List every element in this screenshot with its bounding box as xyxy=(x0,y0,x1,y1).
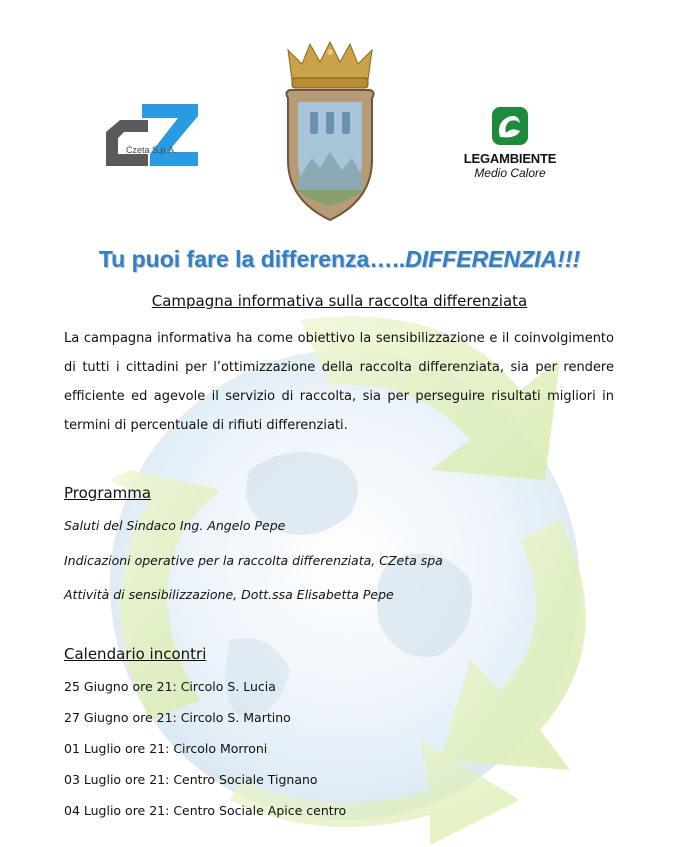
intro-paragraph: La campagna informativa ha come obiettivo la sensibilizzazione e il coinvolgimento di tutti i cittadini per l’ottimizzazione della raccolta differenziata, sia per rendere efficiente ed agevole il servizio di raccolta, sia per perseguire risultati migliori in termini di percentuale di rifiuti differenziati. xyxy=(64,331,614,433)
calendario-item: 01 Luglio ore 21: Circolo Morroni xyxy=(64,741,268,756)
programma-item: Indicazioni operative per la raccolta differenziata, CZeta spa xyxy=(64,553,443,568)
crest-bars xyxy=(310,112,350,134)
legambiente-logo xyxy=(455,105,565,180)
czeta-c-shape xyxy=(106,120,148,166)
calendario-item: 25 Giugno ore 21: Circolo S. Lucia xyxy=(64,679,276,694)
programma-title: Programma xyxy=(64,484,152,502)
czeta-logo xyxy=(98,102,203,172)
calendario-title: Calendario incontri xyxy=(64,645,207,663)
legambiente-swan-icon xyxy=(490,105,530,147)
czeta-caption: Czeta S.p.A. xyxy=(126,145,177,155)
headline-main: Tu puoi fare la differenza….. xyxy=(98,246,406,272)
coat-of-arms-image xyxy=(280,40,380,230)
czeta-z-shape xyxy=(142,104,198,166)
legambiente-subtitle: Medio Calore xyxy=(474,166,546,180)
programma-item: Saluti del Sindaco Ing. Angelo Pepe xyxy=(64,518,286,533)
crown-icon xyxy=(288,42,372,88)
campaign-subtitle: Campagna informativa sulla raccolta differenziata xyxy=(151,292,528,310)
legambiente-name: LEGAMBIENTE xyxy=(463,151,557,166)
calendario-item: 04 Luglio ore 21: Centro Sociale Apice centro xyxy=(64,803,347,818)
calendario-item: 27 Giugno ore 21: Circolo S. Martino xyxy=(64,710,291,725)
page-headline xyxy=(0,246,679,273)
headline-emphasis: DIFFERENZIA!!! xyxy=(405,246,581,272)
calendario-item: 03 Luglio ore 21: Centro Sociale Tignano xyxy=(64,772,318,787)
programma-item: Attività di sensibilizzazione, Dott.ssa Elisabetta Pepe xyxy=(64,587,394,602)
